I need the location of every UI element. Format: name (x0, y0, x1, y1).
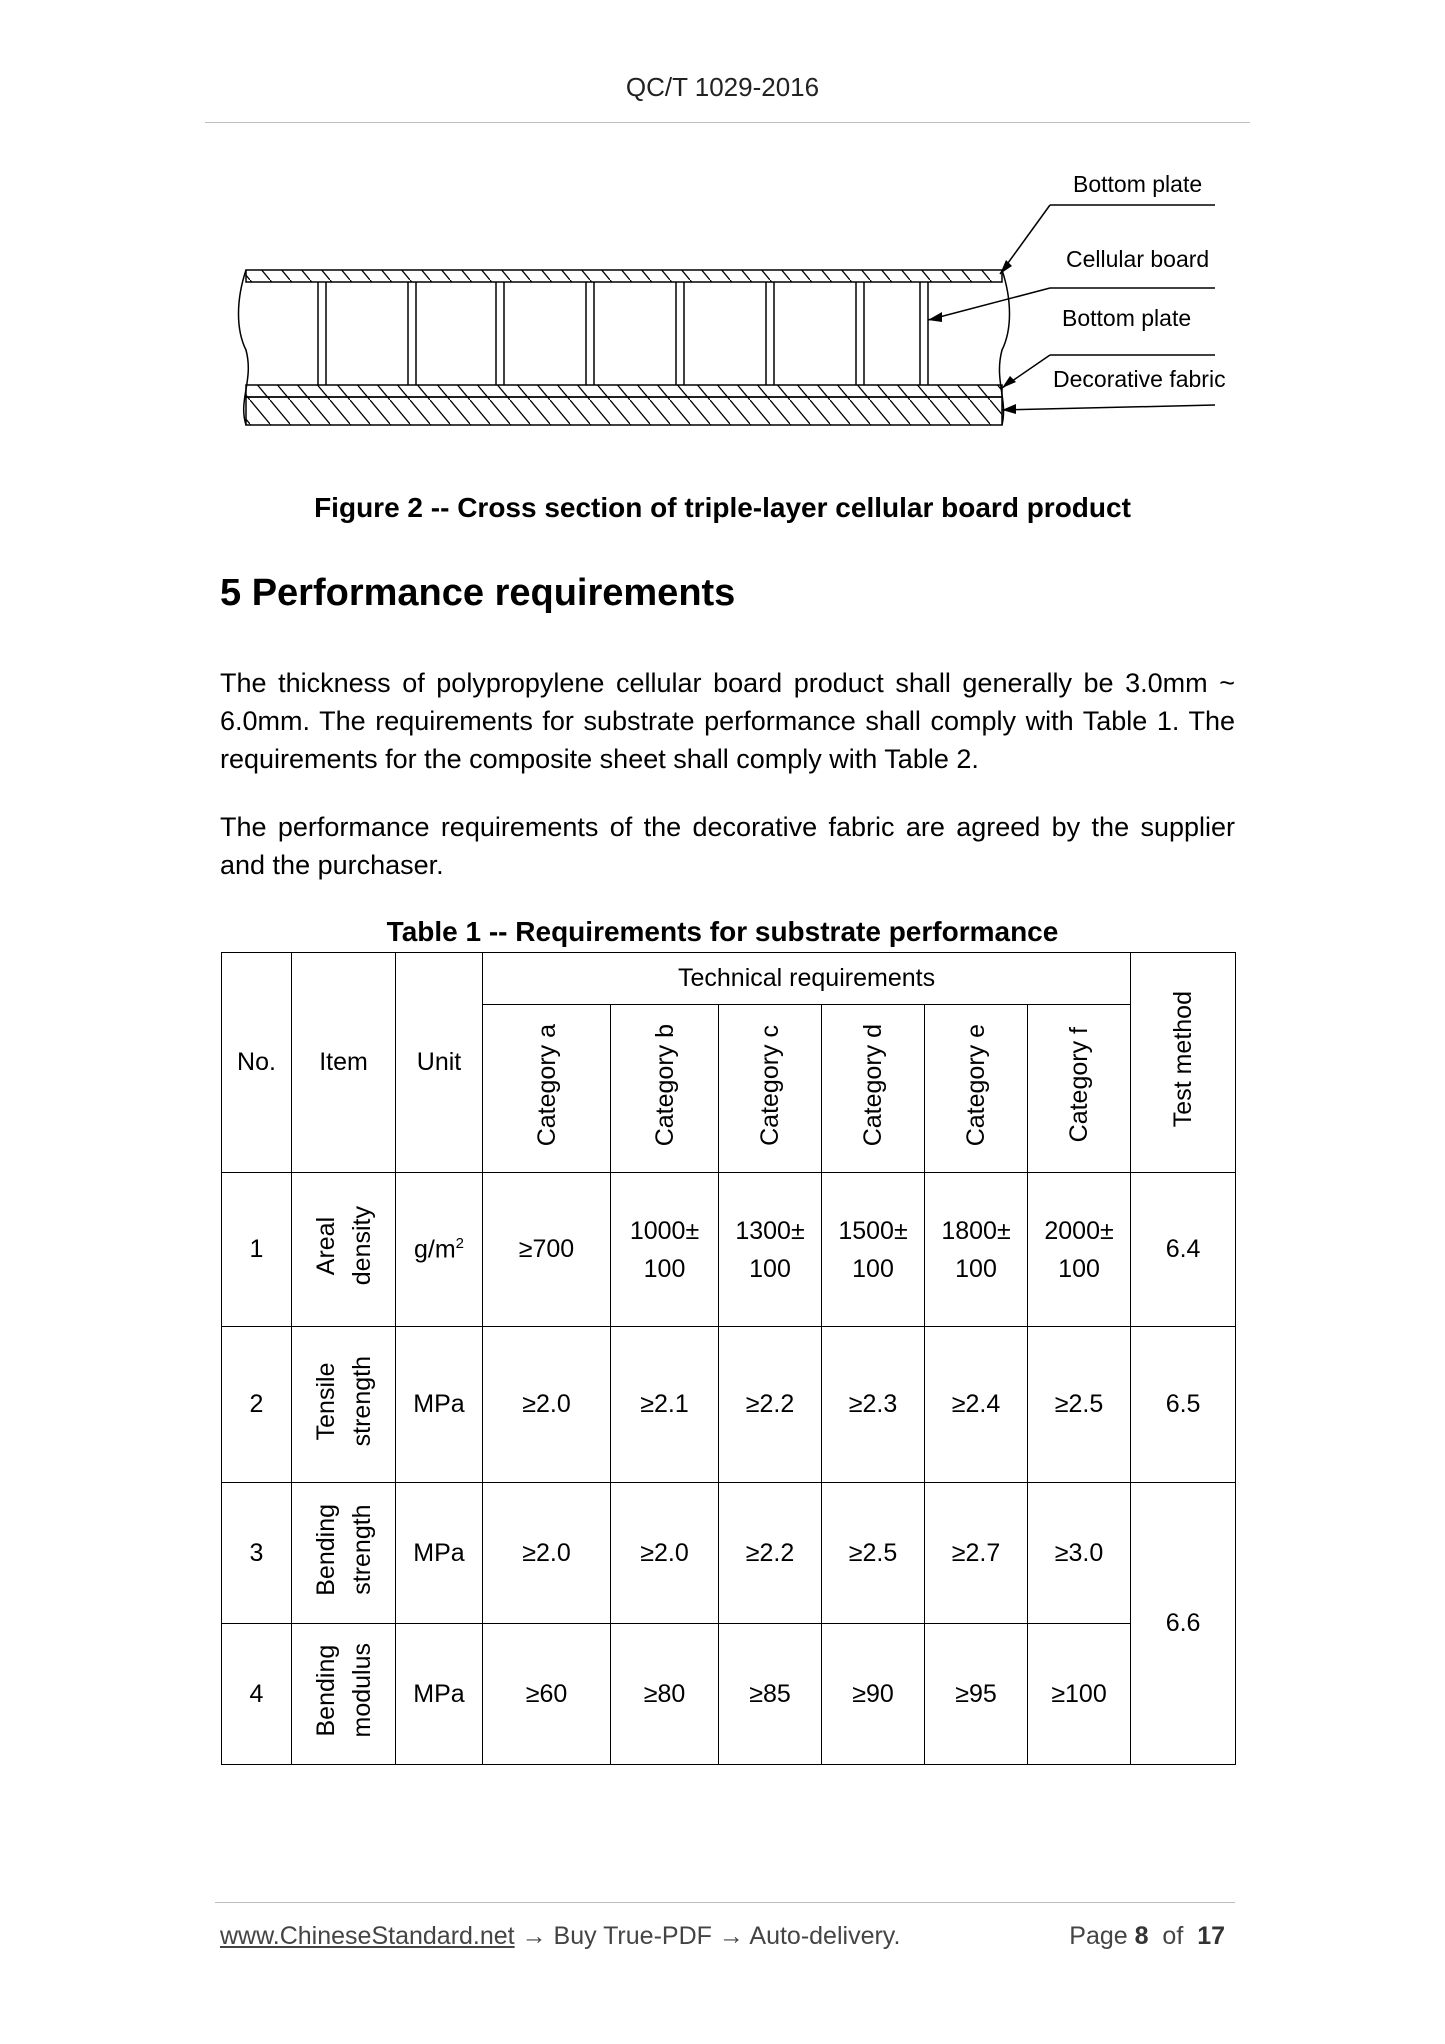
row-item-cell (292, 1483, 396, 1624)
row-item: Areal density (311, 1206, 376, 1286)
row-value: 1800± 100 (925, 1173, 1028, 1327)
row-value: ≥2.0 (483, 1483, 611, 1624)
header-unit: Unit (396, 953, 483, 1173)
row-unit: MPa (396, 1624, 483, 1765)
row-value: 1500± 100 (822, 1173, 925, 1327)
header-category-b: Category b (650, 1023, 679, 1147)
header-item: Item (292, 953, 396, 1173)
table-row (222, 1173, 1236, 1327)
table-row (222, 1483, 1236, 1624)
header-category-cell (611, 1005, 719, 1173)
section-heading: 5 Performance requirements (220, 572, 736, 614)
row-test-method: 6.5 (1131, 1327, 1236, 1483)
row-value: ≥95 (925, 1624, 1028, 1765)
header-test-method: Test method (1169, 990, 1198, 1128)
table-title: Table 1 -- Requirements for substrate performance (386, 916, 1059, 947)
row-value: 1300± 100 (719, 1173, 822, 1327)
row-value: ≥85 (719, 1624, 822, 1765)
header-no: No. (222, 953, 292, 1173)
row-item: Bending strength (311, 1503, 376, 1596)
header-test-method-cell (1131, 953, 1236, 1173)
header-category-e: Category e (962, 1023, 990, 1147)
row-no: 1 (222, 1173, 292, 1327)
cross-section-diagram (230, 160, 1260, 460)
label-cellular-board: Cellular board (1066, 246, 1210, 272)
row-no: 2 (222, 1327, 292, 1483)
row-item: Bending modulus (311, 1643, 376, 1738)
table-row (222, 1327, 1236, 1483)
row-value: ≥60 (483, 1624, 611, 1765)
header-category-c: Category c (756, 1024, 784, 1146)
row-test-method: 6.4 (1131, 1173, 1236, 1327)
row-value: ≥2.7 (925, 1483, 1028, 1624)
row-value: ≥2.2 (719, 1483, 822, 1624)
row-value: ≥2.4 (925, 1327, 1028, 1483)
document-code: QC/T 1029-2016 (625, 72, 820, 102)
header-category-f: Category f (1065, 1027, 1094, 1143)
header-technical-requirements: Technical requirements (483, 953, 1131, 1005)
row-value: ≥80 (611, 1624, 719, 1765)
row-value: ≥2.3 (822, 1327, 925, 1483)
row-no: 4 (222, 1624, 292, 1765)
row-value: ≥3.0 (1028, 1483, 1131, 1624)
label-bottom-plate: Bottom plate (1062, 305, 1192, 331)
footer-divider (215, 1902, 1235, 1903)
row-value: 2000± 100 (1028, 1173, 1131, 1327)
footer-tagline: → Buy True-PDF → Auto-delivery. (514, 1922, 901, 1950)
label-decorative-fabric: Decorative fabric (1053, 366, 1226, 392)
row-item-cell (292, 1327, 396, 1483)
page-indicator: Page 8 of 17 (1069, 1922, 1225, 1950)
row-value: ≥2.5 (1028, 1327, 1131, 1483)
header-category-d: Category d (859, 1023, 887, 1147)
header-category-cell (483, 1005, 611, 1173)
row-test-method: 6.6 (1131, 1483, 1236, 1765)
footer-promo (220, 1922, 900, 1951)
row-value: 1000± 100 (611, 1173, 719, 1327)
row-value: ≥2.5 (822, 1483, 925, 1624)
row-unit: $g/m^2$ (396, 1173, 483, 1327)
row-value: ≥2.0 (483, 1327, 611, 1483)
total-pages: 17 (1197, 1922, 1225, 1950)
row-value: ≥2.0 (611, 1483, 719, 1624)
paragraph: The performance requirements of the decorative fabric are agreed by the supplier and the purchaser. (220, 812, 1235, 880)
row-value: ≥2.2 (719, 1327, 822, 1483)
row-no: 3 (222, 1483, 292, 1624)
paragraph: The thickness of polypropylene cellular board product shall generally be 3.0mm ~ 6.0mm. The requirements for substrate performance shall comply with Table 1. The requirements for the composite sheet shall comply with Table 2. (220, 668, 1235, 774)
row-value: ≥90 (822, 1624, 925, 1765)
cross-section-figure (230, 160, 1260, 460)
table-row (222, 1624, 1236, 1765)
row-value: ≥100 (1028, 1624, 1131, 1765)
header-category-cell (822, 1005, 925, 1173)
row-item-cell (292, 1624, 396, 1765)
row-value: ≥700 (483, 1173, 611, 1327)
header-category-cell (1028, 1005, 1131, 1173)
row-unit: MPa (396, 1483, 483, 1624)
row-unit: MPa (396, 1327, 483, 1483)
header-category-a: Category a (532, 1023, 561, 1147)
website-link[interactable]: www.ChineseStandard.net (220, 1922, 515, 1950)
table-header-row (222, 953, 1236, 1005)
header-category-cell (925, 1005, 1028, 1173)
current-page: 8 (1134, 1922, 1149, 1950)
row-item: Tensile strength (311, 1355, 376, 1447)
row-item-cell (292, 1173, 396, 1327)
header-divider (205, 122, 1250, 123)
label-top-plate: Bottom plate (1073, 171, 1203, 197)
row-value: ≥2.1 (611, 1327, 719, 1483)
figure-caption: Figure 2 -- Cross section of triple-layer cellular board product (314, 492, 1131, 523)
header-category-cell (719, 1005, 822, 1173)
substrate-requirements-table (221, 952, 1236, 1765)
